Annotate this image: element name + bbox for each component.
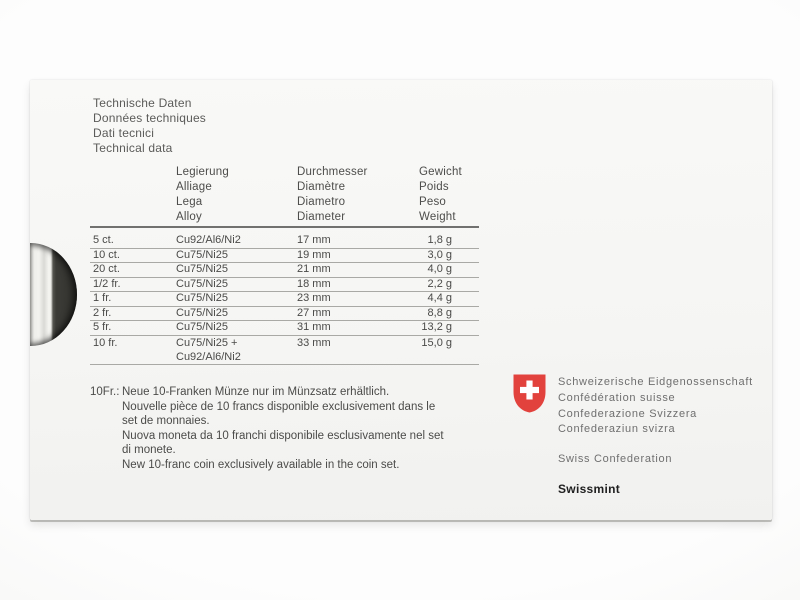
swissmint-wordmark: Swissmint	[558, 482, 621, 496]
denomination-cell: 5 ct.	[93, 234, 114, 247]
denomination-cell: 2 fr.	[93, 306, 112, 319]
alloy-cell: Cu75/Ni25 + Cu92/Al6/Ni2	[176, 336, 241, 364]
diameter-cell: 31 mm	[297, 321, 331, 334]
weight-cell: 2,2 g	[427, 277, 452, 290]
diameter-cell: 19 mm	[297, 248, 331, 261]
alloy-cell: Cu75/Ni25	[176, 321, 228, 334]
weight-cell: 15,0 g	[421, 336, 452, 349]
weight-cell: 4,0 g	[427, 263, 452, 276]
weight-cell: 3,0 g	[427, 248, 452, 261]
denomination-cell: 10 fr.	[93, 336, 118, 349]
denomination-cell: 20 ct.	[93, 263, 120, 276]
table-body	[90, 234, 479, 365]
alloy-cell: Cu75/Ni25	[176, 277, 228, 290]
alloy-cell: Cu75/Ni25	[176, 306, 228, 319]
footnote-label: 10Fr.:	[90, 386, 120, 398]
table-row	[90, 249, 479, 264]
alloy-cell: Cu75/Ni25	[176, 263, 228, 276]
diameter-cell: 21 mm	[297, 263, 331, 276]
weight-cell: 13,2 g	[421, 321, 452, 334]
alloy-cell: Cu75/Ni25	[176, 292, 228, 305]
table-header-row	[90, 165, 479, 228]
table-row	[90, 336, 479, 365]
denomination-cell: 1 fr.	[93, 292, 112, 305]
weight-cell: 4,4 g	[427, 292, 452, 305]
denomination-cell: 1/2 fr.	[93, 277, 121, 290]
diameter-cell: 18 mm	[297, 277, 331, 290]
table-row	[90, 234, 479, 249]
table-row	[90, 321, 479, 336]
confederation-name-rm: Confederaziun svizra	[558, 423, 676, 436]
denomination-cell: 10 ct.	[93, 248, 120, 261]
confederation-name-en: Swiss Confederation	[558, 453, 673, 465]
header-denomination	[90, 165, 176, 225]
footnote	[90, 385, 444, 473]
coin-set-card	[30, 80, 772, 520]
header-diameter: Durchmesser Diamètre Diametro Diameter	[297, 166, 368, 223]
coin-slot-cutout	[30, 243, 77, 346]
alloy-cell: Cu75/Ni25	[176, 248, 228, 261]
header-weight: Gewicht Poids Peso Weight	[419, 166, 462, 223]
table-row	[90, 263, 479, 278]
weight-cell: 1,8 g	[427, 234, 452, 247]
title-line-fr: Données techniques	[93, 111, 207, 125]
weight-cell: 8,8 g	[427, 306, 452, 319]
footnote-text: Neue 10-Franken Münze nur im Münzsatz erhältlich. Nouvelle pièce de 10 francs disponible exclusivement dans le set de monnaies. Nuova moneta da 10 franchi disponibile esclusivamente nel set di monete. New 10-franc coin exclusively available in the coin set.	[122, 386, 444, 471]
swiss-cross-shield-icon	[513, 374, 546, 413]
table-row	[90, 292, 479, 307]
table-row	[90, 307, 479, 322]
title-line-en: Technical data	[93, 141, 173, 155]
diameter-cell: 33 mm	[297, 336, 331, 349]
title-line-de: Technische Daten	[93, 96, 192, 110]
confederation-names	[558, 375, 753, 438]
diameter-cell: 17 mm	[297, 234, 331, 247]
table-row	[90, 278, 479, 293]
confederation-name-de: Schweizerische Eidgenossenschaft	[558, 376, 753, 388]
denomination-cell: 5 fr.	[93, 321, 112, 334]
confederation-name-fr: Confédération suisse	[558, 391, 676, 404]
confederation-name-it: Confederazione Svizzera	[558, 407, 698, 420]
diameter-cell: 23 mm	[297, 292, 331, 305]
alloy-cell: Cu92/Al6/Ni2	[176, 234, 241, 247]
document-title	[93, 96, 206, 156]
diameter-cell: 27 mm	[297, 306, 331, 319]
title-line-it: Dati tecnici	[93, 126, 155, 140]
header-alloy: Legierung Alliage Lega Alloy	[176, 166, 229, 223]
technical-data-table	[90, 165, 479, 365]
